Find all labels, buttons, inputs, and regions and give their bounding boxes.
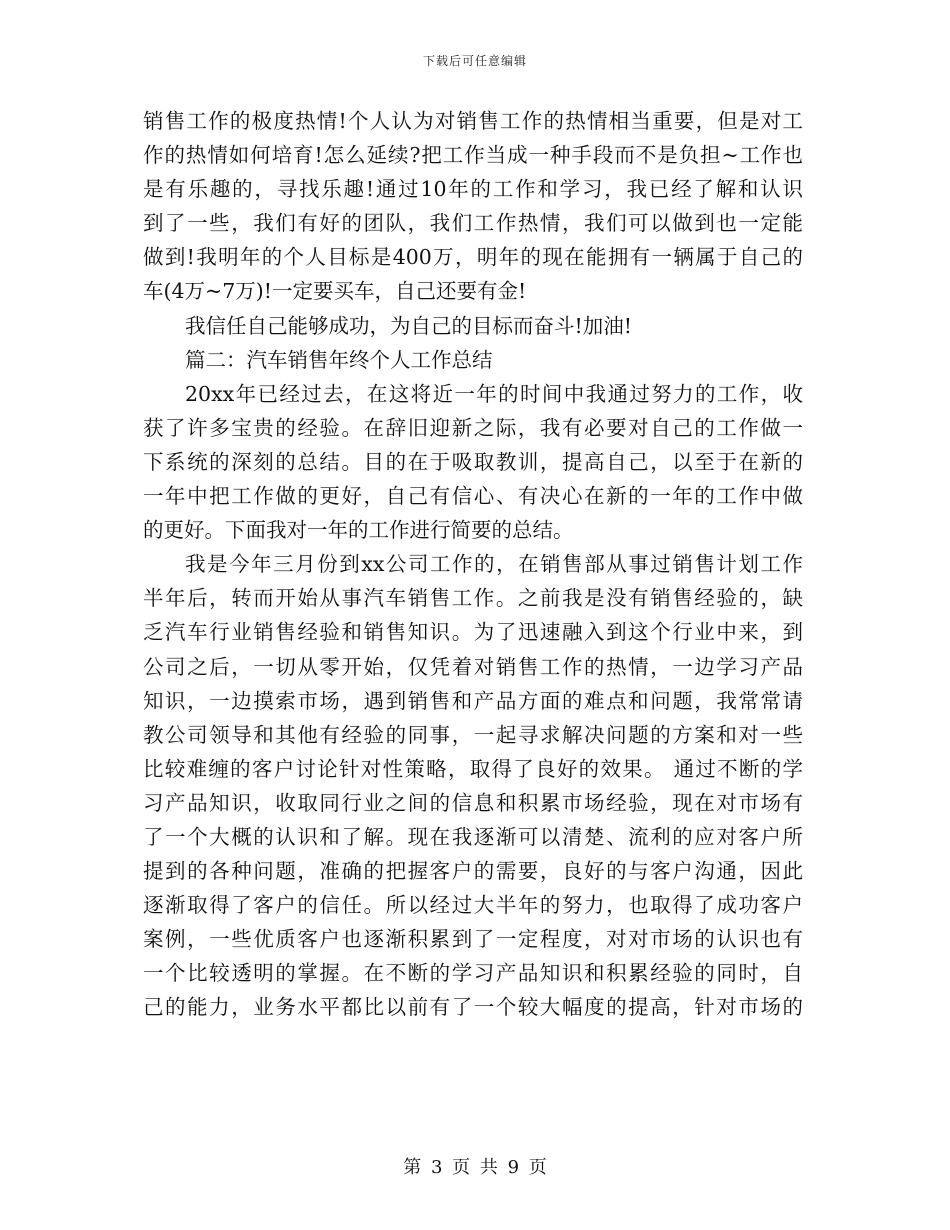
- text-line: 了一个大概的认识和了解。现在我逐渐可以清楚、流利的应对客户所: [143, 824, 803, 849]
- text-line: 下系统的深刻的总结。目的在于吸取教训，提高自己，以至于在新的: [143, 449, 803, 474]
- text-line: 销售工作的极度热情!个人认为对销售工作的热情相当重要，但是对工: [143, 109, 803, 133]
- text-line: 习产品知识，收取同行业之间的信息和积累市场经验，现在对市场有: [143, 790, 803, 815]
- text-line: 是有乐趣的，寻找乐趣!通过10年的工作和学习，我已经了解和认识: [143, 177, 803, 202]
- text-line: 到了一些，我们有好的团队，我们工作热情，我们可以做到也一定能: [143, 211, 803, 236]
- paragraph-continuation: [143, 104, 803, 309]
- text-line: 逐渐取得了客户的信任。所以经过大半年的努力，也取得了成功客户: [143, 893, 803, 918]
- paragraph-intro: [143, 377, 803, 547]
- section-heading: 篇二：汽车销售年终个人工作总结: [185, 347, 493, 372]
- section-title: [143, 343, 803, 377]
- text-line: 作的热情如何培育!怎么延续?把工作当成一种手段而不是负担~工作也: [143, 143, 803, 168]
- text-line: 做到!我明年的个人目标是400万，明年的现在能拥有一辆属于自己的: [143, 245, 803, 270]
- text-line: 比较难缠的客户讨论针对性策略，取得了良好的效果。 通过不断的学: [143, 756, 803, 781]
- page-number: 第 3 页 共 9 页: [403, 1157, 547, 1178]
- text-line: 的更好。下面我对一年的工作进行简要的总结。: [143, 518, 574, 543]
- text-line: 知识，一边摸索市场，遇到销售和产品方面的难点和问题，我常常请: [143, 688, 803, 713]
- paragraph-motto: [143, 309, 803, 343]
- text-line: 教公司领导和其他有经验的同事，一起寻求解决问题的方案和对一些: [143, 722, 803, 747]
- text-line: 半年后，转而开始从事汽车销售工作。之前我是没有销售经验的，缺: [143, 586, 803, 611]
- text-line: 获了许多宝贵的经验。在辞旧迎新之际，我有必要对自己的工作做一: [143, 415, 803, 440]
- text-line: 20xx年已经过去，在这将近一年的时间中我通过努力的工作，收: [185, 381, 803, 406]
- text-line: 案例，一些优质客户也逐渐积累到了一定程度，对对市场的认识也有: [143, 927, 803, 952]
- text-line: 我信任自己能够成功，为自己的目标而奋斗!加油!: [185, 313, 632, 338]
- text-line: 提到的各种问题，准确的把握客户的需要，良好的与客户沟通，因此: [143, 859, 803, 884]
- text-line: 我是今年三月份到xx公司工作的，在销售部从事过销售计划工作: [185, 552, 803, 577]
- text-line: 乏汽车行业销售经验和销售知识。为了迅速融入到这个行业中来，到: [143, 620, 803, 645]
- paragraph-experience: [143, 547, 803, 1024]
- text-line: 公司之后，一切从零开始，仅凭着对销售工作的热情，一边学习产品: [143, 654, 803, 679]
- text-line: 车(4万~7万)!一定要买车，自己还要有金!: [143, 279, 527, 304]
- text-line: 己的能力，业务水平都比以前有了一个较大幅度的提高，针对市场的: [143, 995, 803, 1020]
- text-line: 一个比较透明的掌握。在不断的学习产品知识和积累经验的同时，自: [143, 961, 803, 986]
- document-body: [143, 104, 803, 1025]
- text-line: 一年中把工作做的更好，自己有信心、有决心在新的一年的工作中做: [143, 484, 803, 509]
- page-header: 下载后可任意编辑: [422, 54, 527, 68]
